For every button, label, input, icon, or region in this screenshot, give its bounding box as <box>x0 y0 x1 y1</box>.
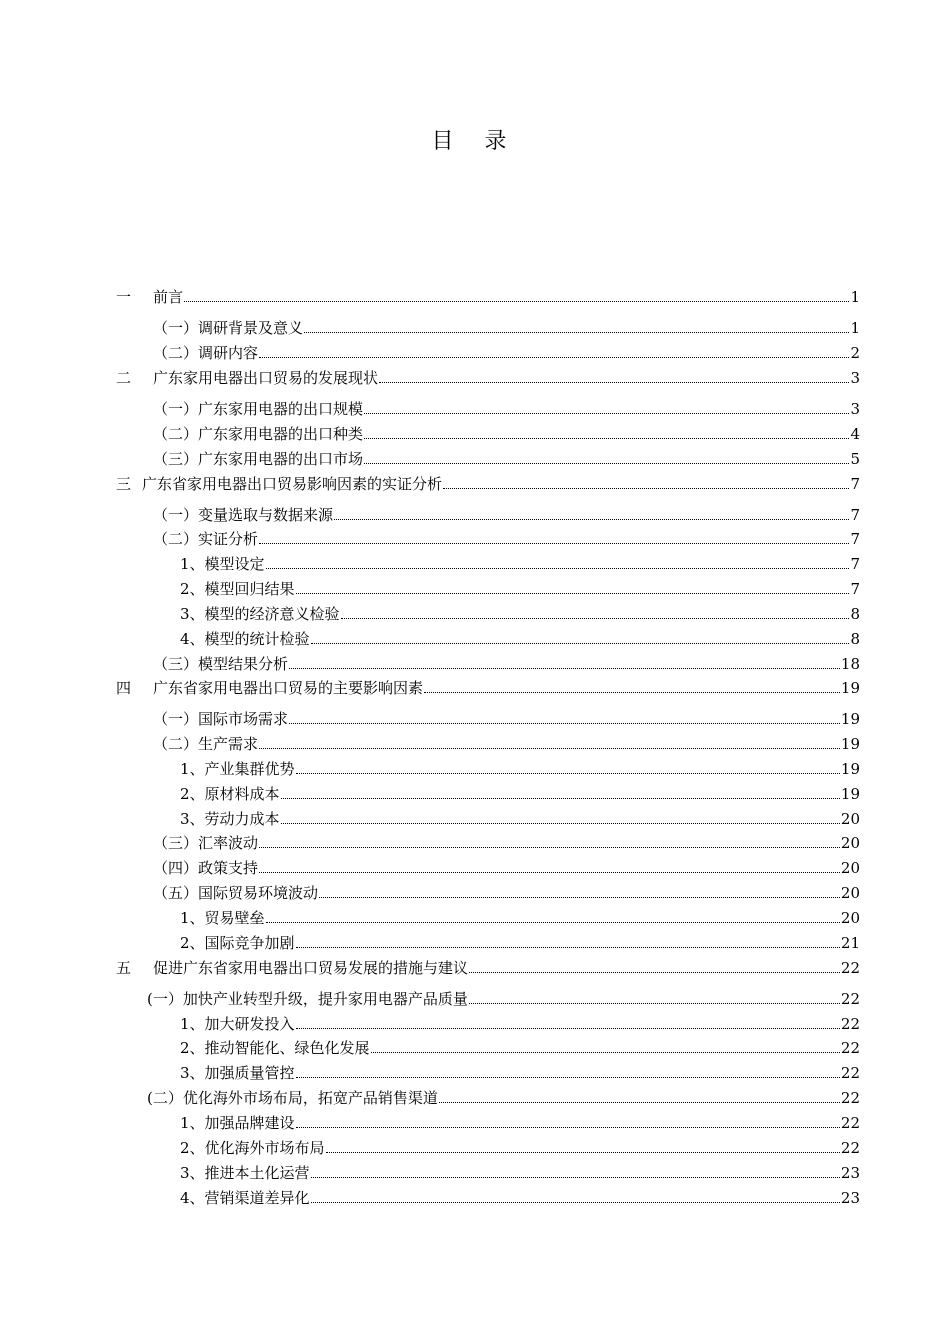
toc-entry-label: 促进广东省家用电器出口贸易发展的措施与建议 <box>153 959 469 977</box>
toc-entry-label: 4、营销渠道差异化 <box>180 1189 310 1207</box>
dot-leader <box>424 692 840 693</box>
toc-entry-page: 23 <box>840 1164 860 1182</box>
toc-entry-label: 1、产业集群优势 <box>180 760 295 778</box>
dot-leader <box>281 798 840 799</box>
toc-entry-page: 20 <box>840 909 860 927</box>
toc-entry[interactable] <box>116 474 860 494</box>
toc-entry-page: 22 <box>840 1139 860 1157</box>
dot-leader <box>379 382 849 383</box>
dot-leader <box>266 922 840 923</box>
toc-entry-page: 22 <box>840 1015 860 1033</box>
toc-entry[interactable] <box>153 529 860 549</box>
toc-entry[interactable] <box>180 908 860 928</box>
toc-entry-label: 2、推动智能化、绿色化发展 <box>180 1039 370 1057</box>
dot-leader <box>184 301 849 302</box>
toc-entry-page: 22 <box>840 990 860 1008</box>
dot-leader <box>371 1052 840 1053</box>
toc-entry-label: （五）国际贸易环境波动 <box>153 884 319 902</box>
toc-entry[interactable] <box>153 883 860 903</box>
toc-entry-label: 1、加强品牌建设 <box>180 1114 295 1132</box>
toc-entry-number: 四 <box>116 679 132 697</box>
toc-entry-page: 19 <box>840 760 860 778</box>
toc-entry-page: 22 <box>840 1114 860 1132</box>
dot-leader <box>334 519 849 520</box>
toc-entry-page: 7 <box>850 475 860 493</box>
toc-entry-page: 7 <box>850 530 860 548</box>
toc-entry-label: 2、国际竞争加剧 <box>180 934 295 952</box>
toc-entry[interactable] <box>180 629 860 649</box>
dot-leader <box>296 593 850 594</box>
toc-entry[interactable] <box>153 399 860 419</box>
toc-entry[interactable] <box>153 858 860 878</box>
toc-entry-label: (二）优化海外市场布局，拓宽产品销售渠道 <box>147 1089 438 1107</box>
toc-entry[interactable] <box>180 604 860 624</box>
toc-entry-page: 19 <box>840 710 860 728</box>
toc-entry[interactable] <box>153 709 860 729</box>
toc-entry-page: 22 <box>840 1064 860 1082</box>
toc-entry-number: 五 <box>116 959 132 977</box>
toc-entry[interactable] <box>153 318 860 338</box>
dot-leader <box>259 748 840 749</box>
toc-entry-page: 19 <box>840 785 860 803</box>
toc-entry[interactable] <box>153 505 860 525</box>
toc-entry-page: 22 <box>840 1089 860 1107</box>
dot-leader <box>443 488 849 489</box>
toc-entry-label: （一）变量选取与数据来源 <box>153 506 334 524</box>
dot-leader <box>319 897 840 898</box>
toc-entry[interactable] <box>116 958 860 978</box>
dot-leader <box>296 1077 840 1078</box>
toc-entry-label: （四）政策支持 <box>153 859 259 877</box>
toc-entry[interactable] <box>180 1188 860 1208</box>
dot-leader <box>364 463 849 464</box>
dot-leader <box>259 543 849 544</box>
dot-leader <box>326 1152 840 1153</box>
toc-entry-label: （一）广东家用电器的出口规模 <box>153 400 364 418</box>
toc-entry-label: 2、优化海外市场布局 <box>180 1139 325 1157</box>
toc-entry-label: 2、模型回归结果 <box>180 580 295 598</box>
toc-entry-label: （一）国际市场需求 <box>153 710 289 728</box>
toc-entry-page: 4 <box>850 425 860 443</box>
toc-entry-page: 23 <box>840 1189 860 1207</box>
toc-entry-page: 22 <box>840 959 860 977</box>
toc-entry[interactable] <box>180 1038 860 1058</box>
toc-entry-number: 二 <box>116 369 132 387</box>
toc-entry[interactable] <box>180 784 860 804</box>
toc-entry-label: 1、贸易壁垒 <box>180 909 265 927</box>
toc-entry-page: 3 <box>850 400 860 418</box>
toc-entry-label: 3、模型的经济意义检验 <box>180 605 340 623</box>
toc-entry[interactable] <box>153 343 860 363</box>
toc-entry[interactable] <box>116 678 860 698</box>
dot-leader <box>311 1177 840 1178</box>
toc-entry-label: 1、模型设定 <box>180 555 265 573</box>
toc-entry[interactable] <box>180 1014 860 1034</box>
toc-entry-label: （二）广东家用电器的出口种类 <box>153 425 364 443</box>
toc-entry[interactable] <box>147 989 860 1009</box>
toc-entry-page: 20 <box>840 859 860 877</box>
dot-leader <box>289 723 840 724</box>
toc-entry[interactable] <box>180 579 860 599</box>
toc-entry[interactable] <box>180 1163 860 1183</box>
toc-entry-page: 22 <box>840 1039 860 1057</box>
toc-entry[interactable] <box>180 809 860 829</box>
toc-entry-page: 19 <box>840 679 860 697</box>
toc-entry-label: （二）生产需求 <box>153 735 259 753</box>
toc-entry-number: 三 <box>116 475 132 493</box>
toc-entry[interactable] <box>180 1113 860 1133</box>
dot-leader <box>311 643 850 644</box>
dot-leader <box>266 568 850 569</box>
toc-entry-page: 20 <box>840 810 860 828</box>
toc-entry-page: 8 <box>850 605 860 623</box>
toc-entry-page: 21 <box>840 934 860 952</box>
toc-entry-label: 广东家用电器出口贸易的发展现状 <box>153 369 379 387</box>
toc-entry-label: 4、模型的统计检验 <box>180 630 310 648</box>
toc-entry[interactable] <box>180 1138 860 1158</box>
toc-entry-label: 广东省家用电器出口贸易影响因素的实证分析 <box>142 475 443 493</box>
toc-entry[interactable] <box>116 287 860 307</box>
dot-leader <box>469 972 840 973</box>
dot-leader <box>469 1003 840 1004</box>
dot-leader <box>296 773 840 774</box>
toc-entry-number: 一 <box>116 288 132 306</box>
toc-entry[interactable] <box>153 424 860 444</box>
toc-entry[interactable] <box>180 759 860 779</box>
toc-entry[interactable] <box>180 554 860 574</box>
dot-leader <box>296 1028 840 1029</box>
toc-entry[interactable] <box>153 449 860 469</box>
dot-leader <box>296 1127 840 1128</box>
toc-entry[interactable] <box>180 933 860 953</box>
toc-entry-page: 19 <box>840 735 860 753</box>
toc-entry-label: 1、加大研发投入 <box>180 1015 295 1033</box>
page-title: 目 录 <box>431 129 519 154</box>
toc-entry-label: （三）广东家用电器的出口市场 <box>153 450 364 468</box>
toc-entry-label: 3、加强质量管控 <box>180 1064 295 1082</box>
toc-entry-label: （二）实证分析 <box>153 530 259 548</box>
toc-entry-label: 2、原材料成本 <box>180 785 280 803</box>
dot-leader <box>259 357 849 358</box>
toc-entry-page: 8 <box>850 630 860 648</box>
dot-leader <box>364 413 849 414</box>
toc-entry[interactable] <box>147 1088 860 1108</box>
toc-entry[interactable] <box>153 654 860 674</box>
toc-entry-label: (一）加快产业转型升级，提升家用电器产品质量 <box>147 990 468 1008</box>
toc-entry[interactable] <box>153 833 860 853</box>
toc-entry-page: 20 <box>840 884 860 902</box>
dot-leader <box>289 668 840 669</box>
dot-leader <box>311 1202 840 1203</box>
toc-entry-label: （一）调研背景及意义 <box>153 319 304 337</box>
toc-entry-label: （二）调研内容 <box>153 344 259 362</box>
toc-entry-page: 18 <box>840 655 860 673</box>
toc-entry-page: 20 <box>840 834 860 852</box>
toc-entry-label: （三）模型结果分析 <box>153 655 289 673</box>
toc-entry-page: 1 <box>850 288 860 306</box>
dot-leader <box>296 947 840 948</box>
toc-entry[interactable] <box>116 368 860 388</box>
dot-leader <box>281 823 840 824</box>
toc-entry-page: 2 <box>850 344 860 362</box>
toc-entry-page: 1 <box>850 319 860 337</box>
toc-entry-page: 5 <box>850 450 860 468</box>
toc-entry-page: 7 <box>850 555 860 573</box>
toc-entry-label: 广东省家用电器出口贸易的主要影响因素 <box>153 679 424 697</box>
toc-entry-label: 前言 <box>153 288 184 306</box>
dot-leader <box>439 1102 840 1103</box>
toc-entry-label: 3、劳动力成本 <box>180 810 280 828</box>
dot-leader <box>341 618 850 619</box>
dot-leader <box>364 438 849 439</box>
toc-entry-label: 3、推进本土化运营 <box>180 1164 310 1182</box>
toc-entry-page: 7 <box>850 580 860 598</box>
dot-leader <box>259 847 840 848</box>
toc-entry-page: 3 <box>850 369 860 387</box>
toc-entry[interactable] <box>153 734 860 754</box>
dot-leader <box>259 872 840 873</box>
dot-leader <box>304 332 849 333</box>
toc-entry-label: （三）汇率波动 <box>153 834 259 852</box>
toc-entry-page: 7 <box>850 506 860 524</box>
toc-entry[interactable] <box>180 1063 860 1083</box>
